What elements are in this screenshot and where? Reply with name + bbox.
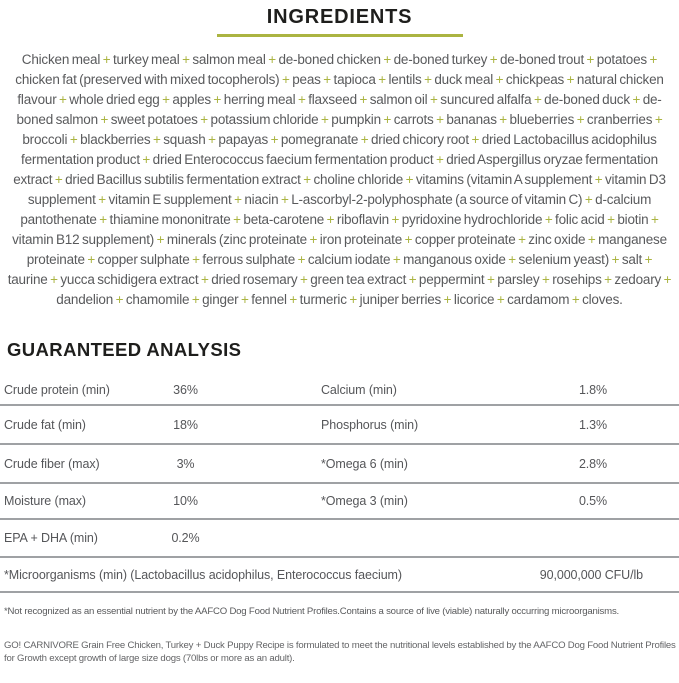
- nutrient-label: Moisture (max): [4, 494, 86, 508]
- nutrient-label: Crude fat (min): [4, 417, 86, 432]
- nutrient-label: EPA + DHA (min): [4, 531, 98, 545]
- nutrient-label: *Microorganisms (min) (Lactobacillus acidophilus, Enterococcus faecium): [4, 567, 402, 582]
- aafco-footnote: *Not recognized as an essential nutrient by the AAFCO Dog Food Nutrient Profiles.Contains a source of live (viable) naturally occurring microorganisms.: [4, 606, 620, 617]
- title-underline: [217, 34, 463, 37]
- nutrient-value: 2.8%: [578, 456, 608, 471]
- nutrient-value: 10%: [173, 494, 198, 508]
- nutrient-value: 90,000,000 CFU/lb: [539, 567, 643, 582]
- nutrient-value: 3%: [176, 456, 195, 471]
- table-row: [0, 406, 679, 445]
- table-row: [0, 520, 679, 558]
- nutrient-label: Crude fiber (max): [4, 456, 100, 471]
- nutrient-label: *Omega 3 (min): [321, 494, 408, 508]
- guaranteed-analysis-title: GUARANTEED ANALYSIS: [7, 339, 242, 360]
- table-row: [0, 375, 679, 406]
- nutrient-value: 1.3%: [578, 417, 608, 432]
- nutrient-label: Calcium (min): [321, 382, 397, 397]
- ingredients-paragraph: Chicken meal + turkey meal + salmon meal + de-boned chicken + de-boned turkey + de-boned trout + potatoes + chicken fat (preserved with mixed tocopherols) + peas + tapioca + lentils + duck meal + chickpeas + natural chicken flavour + whole dried egg + apples + herring meal + flaxseed + salmon oil + suncured alfalfa + de-boned duck + de-boned salmon + sweet potatoes + potassium chloride + pumpkin + carrots + bananas + blueberries + cranberries + broccoli + blackberries + squash + papayas + pomegranate + dried chicory root + dried Lactobacillus acidophilus fermentation product + dried Enterococcus faecium fermentation product + dried Aspergillus oryzae fermentation extract + dried Bacillus subtilis fermentation extract + choline chloride + vitamins (vitamin A supplement + vitamin D3 supplement + vitamin E supplement + niacin + L-ascorbyl-2-polyphosphate (a source of vitamin C) + d-calcium pantothenate + thiamine mononitrate + beta-carotene + riboflavin + pyridoxine hydrochloride + folic acid + biotin + vitamin B12 supplement) + minerals (zinc proteinate + iron proteinate + copper proteinate + zinc oxide + manganese proteinate + copper sulphate + ferrous sulphate + calcium iodate + manganous oxide + selenium yeast) + salt + taurine + yucca schidigera extract + dried rosemary + green tea extract + peppermint + parsley + rosehips + zedoary + dandelion + chamomile + ginger + fennel + turmeric + juniper berries + licorice + cardamom + cloves.: [7, 52, 672, 307]
- formulation-statement: GO! CARNIVORE Grain Free Chicken, Turkey + Duck Puppy Recipe is formulated to meet the nutritional levels established by the AAFCO Dog Food Nutrient Profiles for Growth except growth of large size dogs (70lbs or more as an adult).: [4, 640, 676, 664]
- nutrient-value: 0.5%: [578, 494, 608, 508]
- nutrient-value: 36%: [173, 382, 198, 397]
- guaranteed-analysis-table: [0, 375, 679, 593]
- nutrient-label: Phosphorus (min): [321, 417, 419, 432]
- nutrient-value: 0.2%: [171, 531, 200, 545]
- nutrient-label: *Omega 6 (min): [321, 456, 408, 471]
- table-row: [0, 484, 679, 520]
- nutrient-value: 18%: [173, 417, 198, 432]
- nutrient-value: 1.8%: [578, 382, 608, 397]
- table-row-microorganisms: [0, 558, 679, 593]
- ingredients-title: INGREDIENTS: [266, 6, 413, 28]
- nutrient-label: Crude protein (min): [4, 382, 110, 397]
- table-row: [0, 445, 679, 484]
